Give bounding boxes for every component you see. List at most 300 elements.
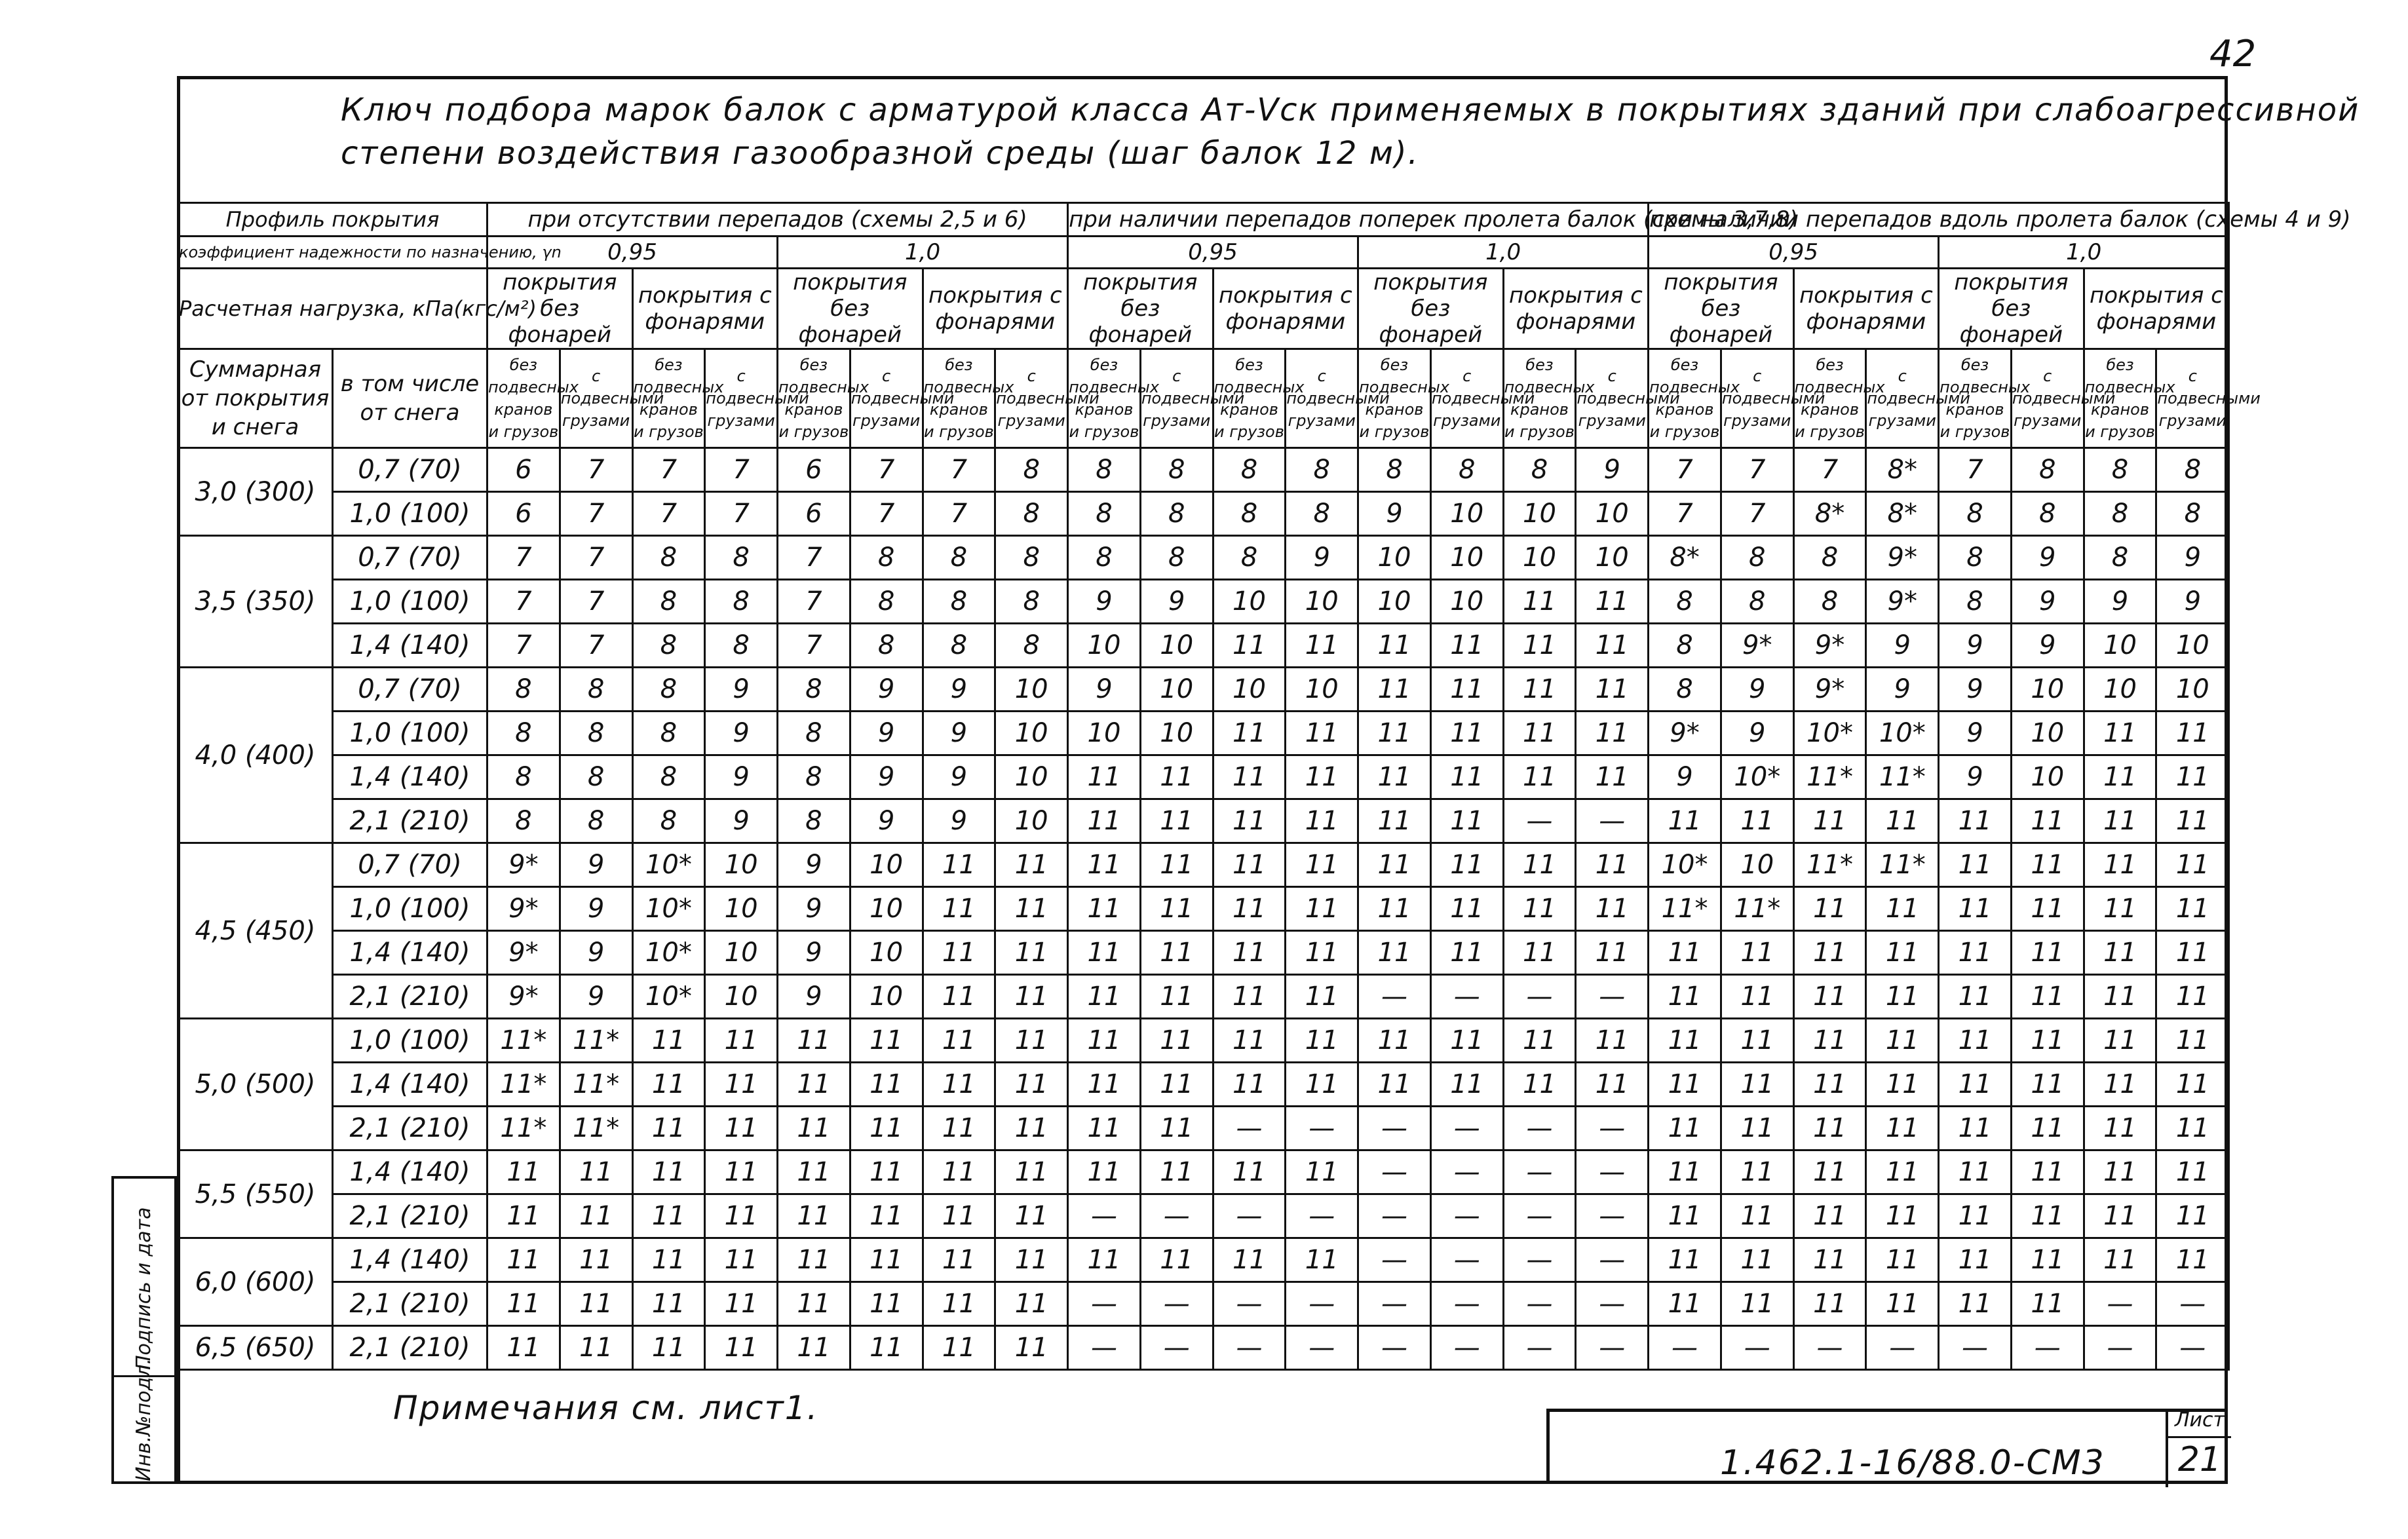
beam-mark-cell: 11 <box>995 1282 1068 1326</box>
table-row <box>178 624 2229 668</box>
beam-mark-cell: 11 <box>923 1194 995 1238</box>
beam-mark-cell: 8 <box>995 448 1068 492</box>
beam-mark-cell: 10* <box>632 931 705 975</box>
beam-mark-cell: 11 <box>2084 1063 2156 1107</box>
beam-mark-cell: 7 <box>705 492 778 536</box>
beam-mark-cell: 10 <box>1358 580 1431 624</box>
beam-mark-cell: 11 <box>2084 843 2156 887</box>
table-row <box>178 1238 2229 1282</box>
beam-mark-cell: 11* <box>1866 843 1939 887</box>
beam-mark-cell: 11* <box>560 1063 632 1107</box>
beam-mark-cell: 11 <box>1793 1107 1866 1150</box>
beam-mark-cell: 8 <box>1358 448 1431 492</box>
beam-mark-cell: 11 <box>1503 1063 1576 1107</box>
beam-mark-cell: 11 <box>1068 975 1141 1019</box>
beam-mark-cell: 11 <box>1140 1238 1213 1282</box>
beam-mark-cell: 9* <box>1721 624 1793 668</box>
beam-mark-cell: 6 <box>487 492 560 536</box>
sheet-label: Лист <box>2168 1409 2231 1438</box>
beam-mark-cell: 8 <box>632 668 705 712</box>
beam-mark-cell: — <box>1430 1107 1503 1150</box>
cover-type-9: покрытия без фонарей <box>1649 269 1794 349</box>
beam-mark-cell: 10* <box>1793 712 1866 755</box>
cover-type-7: покрытия без фонарей <box>1358 269 1504 349</box>
beam-mark-cell: 11 <box>1430 668 1503 712</box>
beam-mark-cell: 11 <box>632 1326 705 1370</box>
snow-load-cell: 1,0 (100) <box>333 1019 487 1063</box>
beam-mark-cell: 11 <box>1140 975 1213 1019</box>
beam-mark-cell: — <box>1358 1282 1431 1326</box>
beam-mark-cell: 9 <box>1866 624 1939 668</box>
beam-mark-cell: 11 <box>2084 755 2156 799</box>
beam-mark-cell: 7 <box>778 624 850 668</box>
beam-mark-cell: 10 <box>705 843 778 887</box>
beam-mark-cell: 11 <box>2156 1238 2229 1282</box>
beam-mark-cell: 11 <box>1213 799 1286 843</box>
beam-mark-cell: 11 <box>995 1150 1068 1194</box>
beam-mark-cell: 11 <box>1721 931 1793 975</box>
beam-mark-cell: 8 <box>1430 448 1503 492</box>
beam-mark-cell: 11 <box>923 1150 995 1194</box>
document-code: 1.462.1-16/88.0-СМ3 <box>1720 1443 2105 1483</box>
crane-type-11: без подвесных кранов и грузов <box>1213 349 1286 448</box>
beam-mark-cell: 11 <box>1866 1194 1939 1238</box>
beam-mark-cell: 7 <box>1721 492 1793 536</box>
beam-mark-cell: 10* <box>1721 755 1793 799</box>
beam-mark-cell: 9 <box>923 712 995 755</box>
beam-mark-cell: 11* <box>560 1019 632 1063</box>
beam-mark-cell: — <box>1213 1282 1286 1326</box>
crane-type-12: с подвесными грузами <box>1286 349 1358 448</box>
beam-mark-cell: 8 <box>1140 536 1213 580</box>
beam-mark-cell: 11 <box>1503 624 1576 668</box>
beam-mark-cell: 9* <box>487 975 560 1019</box>
beam-mark-cell: 10 <box>2156 624 2229 668</box>
beam-mark-cell: 7 <box>560 624 632 668</box>
beam-mark-cell: 8 <box>632 712 705 755</box>
beam-mark-cell: 11 <box>1793 1019 1866 1063</box>
coef-1: 0,95 <box>487 237 778 269</box>
beam-mark-cell: 11 <box>2084 1150 2156 1194</box>
beam-mark-cell: 11* <box>1866 755 1939 799</box>
cover-type-10: покрытия с фонарями <box>1793 269 1939 349</box>
beam-mark-cell: 11 <box>1286 975 1358 1019</box>
beam-mark-cell: — <box>1939 1326 2012 1370</box>
beam-mark-cell: 9 <box>1068 668 1141 712</box>
beam-mark-cell: 11 <box>778 1107 850 1150</box>
beam-mark-cell: 8 <box>923 624 995 668</box>
beam-mark-cell: 11 <box>1503 1019 1576 1063</box>
beam-mark-cell: 7 <box>1721 448 1793 492</box>
beam-mark-cell: 7 <box>1649 492 1721 536</box>
beam-mark-cell: 10* <box>632 975 705 1019</box>
beam-mark-cell: 9 <box>2156 580 2229 624</box>
title-stamp <box>1546 1409 2228 1484</box>
beam-mark-cell: 9 <box>923 668 995 712</box>
beam-mark-cell: 11 <box>995 1063 1068 1107</box>
beam-mark-cell: 11 <box>995 975 1068 1019</box>
beam-mark-cell: 11 <box>1213 1238 1286 1282</box>
beam-mark-cell: 11 <box>923 1019 995 1063</box>
cover-type-12: покрытия с фонарями <box>2084 269 2229 349</box>
beam-mark-cell: — <box>1286 1194 1358 1238</box>
beam-mark-cell: 11 <box>1068 887 1141 931</box>
beam-mark-cell: 9 <box>1286 536 1358 580</box>
beam-mark-cell: — <box>1793 1326 1866 1370</box>
beam-mark-cell: 8 <box>1140 492 1213 536</box>
beam-mark-cell: 9 <box>1939 668 2012 712</box>
beam-mark-cell: 8 <box>1721 580 1793 624</box>
beam-mark-cell: 8 <box>1939 536 2012 580</box>
beam-mark-cell: 7 <box>1939 448 2012 492</box>
beam-mark-cell: 7 <box>487 536 560 580</box>
beam-mark-cell: 11 <box>923 887 995 931</box>
beam-mark-cell: 11 <box>2084 975 2156 1019</box>
beam-mark-cell: — <box>2084 1282 2156 1326</box>
beam-mark-cell: — <box>1576 1150 1649 1194</box>
beam-mark-cell: 11 <box>850 1150 923 1194</box>
beam-mark-cell: 10 <box>1140 712 1213 755</box>
beam-mark-cell: 11 <box>1140 931 1213 975</box>
beam-mark-cell: 11 <box>2011 1019 2084 1063</box>
beam-mark-cell: 9 <box>923 755 995 799</box>
beam-mark-cell: — <box>1721 1326 1793 1370</box>
beam-mark-cell: 8 <box>1213 536 1286 580</box>
beam-mark-cell: 11 <box>1430 755 1503 799</box>
selection-key-table <box>177 202 2351 1371</box>
beam-mark-cell: 11 <box>1576 668 1649 712</box>
beam-mark-cell: 8 <box>850 624 923 668</box>
beam-mark-cell: — <box>2011 1326 2084 1370</box>
beam-mark-cell: 11 <box>1068 1238 1141 1282</box>
beam-mark-cell: 11 <box>632 1063 705 1107</box>
snow-load-cell: 1,0 (100) <box>333 887 487 931</box>
beam-mark-cell: 6 <box>778 448 850 492</box>
beam-mark-cell: 7 <box>778 536 850 580</box>
beam-mark-cell: — <box>1576 1194 1649 1238</box>
beam-mark-cell: 11 <box>487 1282 560 1326</box>
beam-mark-cell: 7 <box>850 492 923 536</box>
beam-mark-cell: 11 <box>1576 624 1649 668</box>
snow-load-cell: 1,4 (140) <box>333 624 487 668</box>
beam-mark-cell: — <box>1576 975 1649 1019</box>
beam-mark-cell: 11 <box>850 1107 923 1150</box>
beam-mark-cell: 11 <box>1576 931 1649 975</box>
beam-mark-cell: 11 <box>1430 931 1503 975</box>
beam-mark-cell: 11 <box>1866 975 1939 1019</box>
snow-load-cell: 2,1 (210) <box>333 1326 487 1370</box>
beam-mark-cell: 10 <box>1358 536 1431 580</box>
beam-mark-cell: 11 <box>1649 1194 1721 1238</box>
beam-mark-cell: 11 <box>1358 712 1431 755</box>
beam-mark-cell: 11 <box>1721 1019 1793 1063</box>
table-row <box>178 755 2229 799</box>
beam-mark-cell: 10* <box>1649 843 1721 887</box>
beam-mark-cell: 11 <box>2011 799 2084 843</box>
beam-mark-cell: 11 <box>1068 1150 1141 1194</box>
beam-mark-cell: 11 <box>1430 624 1503 668</box>
beam-mark-cell: 11 <box>2156 799 2229 843</box>
beam-mark-cell: 11 <box>1286 843 1358 887</box>
beam-mark-cell: 11 <box>995 887 1068 931</box>
beam-mark-cell: — <box>1358 1107 1431 1150</box>
beam-mark-cell: 11 <box>1721 1150 1793 1194</box>
beam-mark-cell: 11 <box>1286 712 1358 755</box>
beam-mark-cell: — <box>1140 1326 1213 1370</box>
beam-mark-cell: 11 <box>1358 887 1431 931</box>
beam-mark-cell: 8* <box>1866 492 1939 536</box>
beam-mark-cell: 8 <box>560 668 632 712</box>
crane-type-19: без подвесных кранов и грузов <box>1793 349 1866 448</box>
beam-mark-cell: 8 <box>1649 580 1721 624</box>
beam-mark-cell: 9 <box>1140 580 1213 624</box>
beam-mark-cell: 10 <box>850 843 923 887</box>
beam-mark-cell: 9 <box>1939 755 2012 799</box>
beam-mark-cell: 7 <box>560 580 632 624</box>
beam-mark-cell: — <box>1358 1238 1431 1282</box>
snow-load-cell: 1,4 (140) <box>333 1150 487 1194</box>
beam-mark-cell: 11 <box>1503 668 1576 712</box>
beam-mark-cell: 11 <box>1140 1150 1213 1194</box>
beam-mark-cell: 11 <box>778 1063 850 1107</box>
beam-mark-cell: 9 <box>560 843 632 887</box>
beam-mark-cell: 9* <box>487 887 560 931</box>
beam-mark-cell: 11 <box>923 931 995 975</box>
snow-load-cell: 1,0 (100) <box>333 712 487 755</box>
beam-mark-cell: 7 <box>850 448 923 492</box>
beam-mark-cell: 11 <box>995 1194 1068 1238</box>
beam-mark-cell: 11 <box>995 1107 1068 1150</box>
beam-mark-cell: 11 <box>2084 799 2156 843</box>
beam-mark-cell: 11 <box>1866 1107 1939 1150</box>
beam-mark-cell: 11 <box>1793 799 1866 843</box>
snow-load-cell: 1,4 (140) <box>333 931 487 975</box>
table-title <box>341 88 2360 175</box>
beam-mark-cell: 11 <box>923 1326 995 1370</box>
beam-mark-cell: 11 <box>1939 799 2012 843</box>
beam-mark-cell: 11 <box>1068 755 1141 799</box>
beam-mark-cell: 8* <box>1649 536 1721 580</box>
beam-mark-cell: 11 <box>1213 755 1286 799</box>
beam-mark-cell: — <box>1140 1194 1213 1238</box>
beam-mark-cell: 8 <box>2084 448 2156 492</box>
beam-mark-cell: 11 <box>1140 843 1213 887</box>
beam-mark-cell: 9 <box>1939 624 2012 668</box>
beam-mark-cell: 10 <box>2084 624 2156 668</box>
beam-mark-cell: 11 <box>850 1019 923 1063</box>
beam-mark-cell: 10 <box>1576 536 1649 580</box>
coef-5: 0,95 <box>1649 237 1939 269</box>
beam-mark-cell: 8 <box>778 799 850 843</box>
beam-mark-cell: — <box>1068 1194 1141 1238</box>
beam-mark-cell: 9 <box>850 755 923 799</box>
beam-mark-cell: 11 <box>1358 931 1431 975</box>
beam-mark-cell: 10 <box>705 931 778 975</box>
cover-type-4: покрытия с фонарями <box>923 269 1068 349</box>
beam-mark-cell: — <box>1576 1107 1649 1150</box>
snow-load-label: в том числе от снега <box>333 349 487 448</box>
beam-mark-cell: 11 <box>1213 887 1286 931</box>
beam-mark-cell: 8 <box>487 668 560 712</box>
beam-mark-cell: 11 <box>1576 1019 1649 1063</box>
beam-mark-cell: 11 <box>560 1326 632 1370</box>
table-row <box>178 448 2229 492</box>
title-line-2: степени воздействия газообразной среды (шаг балок 12 м). <box>341 135 1419 172</box>
beam-mark-cell: 11 <box>1358 624 1431 668</box>
beam-mark-cell: 11 <box>1068 1063 1141 1107</box>
table-row <box>178 887 2229 931</box>
profile-label: Профиль покрытия <box>178 203 487 237</box>
beam-mark-cell: 9 <box>850 668 923 712</box>
beam-mark-cell: 9 <box>560 887 632 931</box>
beam-mark-cell: 9 <box>2011 624 2084 668</box>
beam-mark-cell: 11 <box>2156 887 2229 931</box>
beam-mark-cell: 11 <box>1939 843 2012 887</box>
beam-mark-cell: 11 <box>2156 931 2229 975</box>
beam-mark-cell: 11 <box>1939 1063 2012 1107</box>
beam-mark-cell: 11 <box>1430 712 1503 755</box>
total-load-cell: 6,5 (650) <box>178 1326 333 1370</box>
beam-mark-cell: 11 <box>2156 712 2229 755</box>
beam-mark-cell: 11 <box>2011 887 2084 931</box>
beam-mark-cell: 11 <box>2156 755 2229 799</box>
crane-type-15: без подвесных кранов и грузов <box>1503 349 1576 448</box>
beam-mark-cell: 11 <box>1430 843 1503 887</box>
beam-mark-cell: — <box>1430 975 1503 1019</box>
beam-mark-cell: 11 <box>995 1326 1068 1370</box>
beam-mark-cell: 10 <box>1140 624 1213 668</box>
beam-mark-cell: — <box>2156 1282 2229 1326</box>
crane-type-14: с подвесными грузами <box>1430 349 1503 448</box>
beam-mark-cell: 11 <box>1866 1063 1939 1107</box>
beam-mark-cell: 11 <box>2011 1194 2084 1238</box>
table-row <box>178 712 2229 755</box>
cover-type-11: покрытия без фонарей <box>1939 269 2084 349</box>
beam-mark-cell: — <box>1430 1150 1503 1194</box>
snow-load-cell: 0,7 (70) <box>333 448 487 492</box>
beam-mark-cell: 11 <box>2011 1107 2084 1150</box>
beam-mark-cell: 11 <box>1213 712 1286 755</box>
beam-mark-cell: 8 <box>850 580 923 624</box>
beam-mark-cell: 11 <box>2011 1238 2084 1282</box>
beam-mark-cell: 8 <box>1140 448 1213 492</box>
beam-mark-cell: 11 <box>2084 1107 2156 1150</box>
beam-mark-cell: 10* <box>632 887 705 931</box>
beam-mark-cell: 10 <box>995 799 1068 843</box>
table-row <box>178 492 2229 536</box>
cover-type-6: покрытия с фонарями <box>1213 269 1358 349</box>
beam-mark-cell: 6 <box>778 492 850 536</box>
table-row <box>178 1194 2229 1238</box>
beam-mark-cell: 8 <box>2156 492 2229 536</box>
beam-mark-cell: 7 <box>632 492 705 536</box>
beam-mark-cell: 11 <box>1503 931 1576 975</box>
beam-mark-cell: 11 <box>778 1238 850 1282</box>
beam-mark-cell: — <box>1068 1326 1141 1370</box>
beam-mark-cell: 11 <box>1793 887 1866 931</box>
beam-mark-cell: 8 <box>632 536 705 580</box>
beam-mark-cell: 11 <box>1213 975 1286 1019</box>
beam-mark-cell: 11 <box>1286 624 1358 668</box>
beam-mark-cell: 11 <box>1649 975 1721 1019</box>
beam-mark-cell: 11 <box>1793 931 1866 975</box>
beam-mark-cell: — <box>1576 799 1649 843</box>
beam-mark-cell: 7 <box>560 492 632 536</box>
beam-mark-cell: 11 <box>1939 887 2012 931</box>
beam-mark-cell: 9 <box>2156 536 2229 580</box>
crane-type-7: без подвесных кранов и грузов <box>923 349 995 448</box>
beam-mark-cell: 11 <box>705 1019 778 1063</box>
crane-type-3: без подвесных кранов и грузов <box>632 349 705 448</box>
beam-mark-cell: 8 <box>1793 580 1866 624</box>
total-load-cell: 4,5 (450) <box>178 843 333 1019</box>
crane-type-9: без подвесных кранов и грузов <box>1068 349 1141 448</box>
beam-mark-cell: 11 <box>850 1238 923 1282</box>
beam-mark-cell: 10 <box>1576 492 1649 536</box>
beam-mark-cell: 8 <box>1649 668 1721 712</box>
beam-mark-cell: 11 <box>2011 975 2084 1019</box>
beam-mark-cell: 11 <box>1140 887 1213 931</box>
beam-mark-cell: 10 <box>995 755 1068 799</box>
beam-mark-cell: 10 <box>2011 755 2084 799</box>
beam-mark-cell: 8 <box>2156 448 2229 492</box>
beam-mark-cell: 11 <box>632 1238 705 1282</box>
beam-mark-cell: 11 <box>1649 1063 1721 1107</box>
beam-mark-cell: 8 <box>705 580 778 624</box>
beam-mark-cell: — <box>1503 1326 1576 1370</box>
snow-load-cell: 2,1 (210) <box>333 1194 487 1238</box>
beam-mark-cell: 7 <box>923 448 995 492</box>
beam-mark-cell: — <box>1576 1282 1649 1326</box>
beam-mark-cell: 8 <box>487 755 560 799</box>
beam-mark-cell: — <box>1286 1107 1358 1150</box>
beam-mark-cell: 7 <box>1649 448 1721 492</box>
beam-mark-cell: 11 <box>2156 1107 2229 1150</box>
beam-mark-cell: 8 <box>560 799 632 843</box>
beam-mark-cell: 11 <box>1576 580 1649 624</box>
beam-mark-cell: 11 <box>923 1282 995 1326</box>
beam-mark-cell: 6 <box>487 448 560 492</box>
beam-mark-cell: 11 <box>1213 624 1286 668</box>
group-drops-across: при наличии перепадов поперек пролета балок (схемы 3,7,8) <box>1068 203 1649 237</box>
snow-load-cell: 2,1 (210) <box>333 799 487 843</box>
beam-mark-cell: — <box>1503 799 1576 843</box>
beam-mark-cell: 11 <box>560 1238 632 1282</box>
total-load-cell: 5,0 (500) <box>178 1019 333 1150</box>
beam-mark-cell: 10 <box>1286 580 1358 624</box>
beam-mark-cell: — <box>2084 1326 2156 1370</box>
beam-mark-cell: 9 <box>1358 492 1431 536</box>
beam-mark-cell: 10 <box>850 975 923 1019</box>
beam-mark-cell: 11 <box>2084 1194 2156 1238</box>
beam-mark-cell: 8 <box>778 668 850 712</box>
beam-mark-cell: 11 <box>1939 1107 2012 1150</box>
beam-mark-cell: 10 <box>1430 536 1503 580</box>
side-stamp-inv: Инв.№подл. <box>132 1358 155 1481</box>
beam-mark-cell: — <box>1576 1326 1649 1370</box>
beam-mark-cell: 8 <box>1649 624 1721 668</box>
beam-mark-cell: 11 <box>995 1238 1068 1282</box>
beam-mark-cell: 9 <box>778 931 850 975</box>
beam-mark-cell: 8 <box>705 624 778 668</box>
beam-mark-cell: 11 <box>1649 799 1721 843</box>
beam-mark-cell: 9 <box>705 799 778 843</box>
beam-mark-cell: 11 <box>1939 1194 2012 1238</box>
beam-mark-cell: 7 <box>632 448 705 492</box>
beam-mark-cell: 9 <box>1576 448 1649 492</box>
beam-mark-cell: 11 <box>1939 975 2012 1019</box>
beam-mark-cell: 8 <box>705 536 778 580</box>
